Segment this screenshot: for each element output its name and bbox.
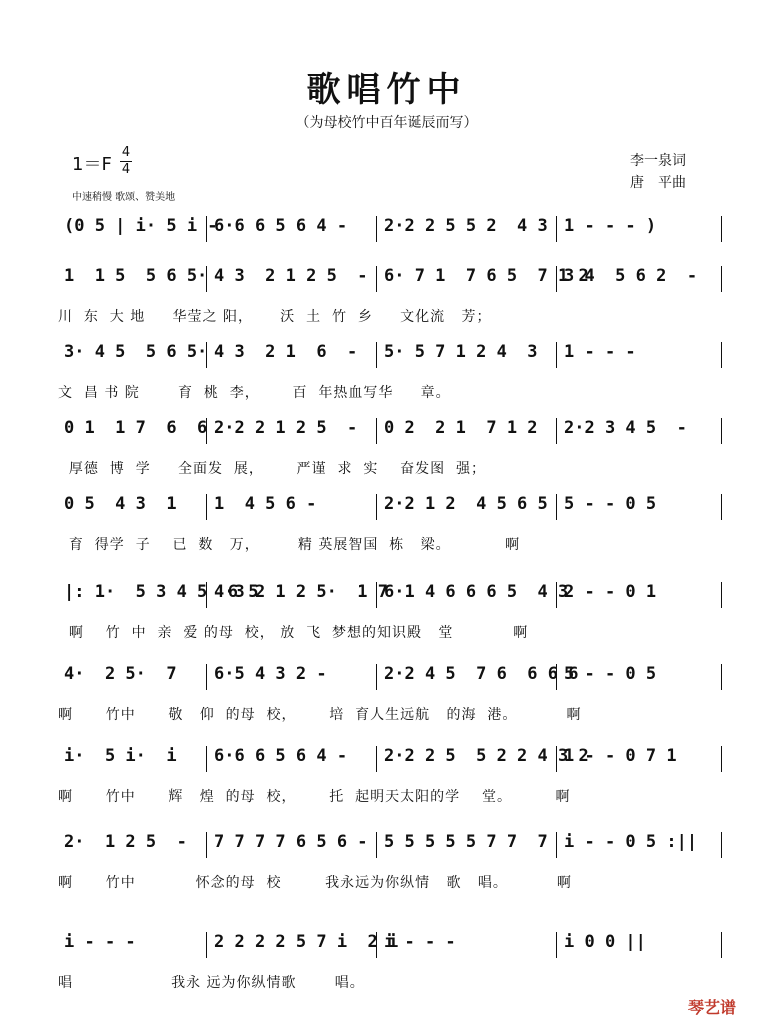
song-subtitle: （为母校竹中百年诞辰而写） [295,115,478,131]
measure: i - - 0 5 :|| [564,832,698,852]
barline [376,832,377,858]
measure: i 0 0 || [564,932,646,952]
score-row [58,212,723,242]
lyrics-line: 啊 竹中 辉 煌 的母 校， 托 起明天太阳的学 堂。 啊 [58,789,571,805]
barline [206,266,207,292]
site-logo: 琴艺谱 [688,998,737,1017]
measure: 6·1 4 6 6 6 5 4 3 [384,582,569,602]
barlines [58,578,723,608]
measure: i - - - [384,932,456,952]
measure: 1 1 5 5 6 5· [64,266,208,286]
measure: 6· 7 1 7 6 5 7 1 2 [384,266,589,286]
barlines [58,742,723,772]
barlines [58,338,723,368]
song-title: 歌唱竹中 [306,70,467,110]
measure: i - - - [64,932,136,952]
measure: 5 5 5 5 5 7 7 7 [384,832,548,852]
barlines [58,262,723,292]
barline [206,342,207,368]
barline [206,932,207,958]
barline [206,832,207,858]
time-signature [120,146,132,177]
lyrics-line: 川 东 大 地 华莹之 阳， 沃 土 竹 乡 文化流 芳； [58,309,492,325]
measure: 1 - - - [564,342,636,362]
measure: |: 1· 5 3 4 5 6 5 [64,582,259,602]
barline [376,746,377,772]
lyrics-line: 啊 竹中 怀念的母 校 我永远为你纵情 歌 唱。 啊 [58,875,572,891]
lyrics-line: 文 昌 书 院 育 桃 李， 百 年热血写华 章。 [58,385,451,401]
lyricist-credit: 李一泉词 [630,153,686,169]
key-signature: 1＝F [72,154,112,175]
composer-credit: 唐 平曲 [630,175,686,191]
barline [206,216,207,242]
barline [721,664,722,690]
barline [376,342,377,368]
barline [721,342,722,368]
measure: 0 1 1 7 6 6 [64,418,208,438]
measure: 2 2 2 2 5 7 i 2 i [214,932,399,952]
measure: 5· 5 7 1 2 4 3 [384,342,538,362]
barline [556,216,557,242]
barline [376,216,377,242]
barlines [58,828,723,858]
barline [721,832,722,858]
barline [556,582,557,608]
measure: 3· 4 5 5 6 5· [64,342,208,362]
barline [376,266,377,292]
time-top: 4 [121,145,131,160]
lyrics-line: 啊 竹 中 亲 爱 的母 校， 放 飞 梦想的知识殿 堂 啊 [58,625,529,641]
measure: 3 4 5 6 2 - [564,266,698,286]
barline [376,932,377,958]
measure: 6·6 6 5 6 4 - [214,746,348,766]
measure: i· 5 i· i [64,746,177,766]
score-row [58,828,723,891]
barline [556,494,557,520]
barline [206,582,207,608]
barline [721,216,722,242]
score-row [58,490,723,553]
measure: 2·2 4 5 7 6 6 6 6 [384,664,579,684]
barline [556,746,557,772]
measure: 0 2 2 1 7 1 2 [384,418,538,438]
barline [556,342,557,368]
barline [206,418,207,444]
measure: 4·3 2 1 2 5· 1 7 [214,582,388,602]
barlines [58,414,723,444]
score-row [58,338,723,401]
barline [376,418,377,444]
measure: 5 - - 0 5 [564,494,657,514]
measure: 6·5 4 3 2 - [214,664,327,684]
measure: 2·2 3 4 5 - [564,418,687,438]
score-row [58,928,723,991]
measure: 5 - - 0 5 [564,664,657,684]
barline [721,582,722,608]
barline [721,932,722,958]
score-row [58,578,723,641]
measure: 6·6 6 5 6 4 - [214,216,348,236]
barline [376,664,377,690]
measure: 1 4 5 6 - [214,494,317,514]
lyrics-line: 啊 竹中 敬 仰 的母 校， 培 育人生远航 的海 港。 啊 [58,707,582,723]
barlines [58,660,723,690]
barline [721,266,722,292]
measure: 2· 1 2 5 - [64,832,187,852]
barline [556,266,557,292]
measure: (0 5 | i· 5 i - [64,216,218,236]
barline [556,932,557,958]
barline [721,418,722,444]
time-bottom: 4 [121,162,131,177]
barline [206,494,207,520]
measure: 4 3 2 1 2 5 - [214,266,368,286]
measure: 7 7 7 7 6 5 6 - [214,832,368,852]
lyrics-line: 厚德 博 学 全面发 展， 严谨 求 实 奋发图 强； [58,461,487,477]
measure: 2·2 2 5 5 2 2 4 3 2 [384,746,589,766]
tempo-marking: 中速稍慢 歌颂、赞美地 [72,192,176,203]
measure: 2 - - 0 1 [564,582,657,602]
measure: 2·2 2 1 2 5 - [214,418,358,438]
barline [556,832,557,858]
measure: 2·2 1 2 4 5 6 5 [384,494,548,514]
measure: 4· 2 5· 7 [64,664,177,684]
barlines [58,928,723,958]
barlines [58,212,723,242]
barline [721,494,722,520]
lyrics-line: 唱 我永 远为你纵情歌 唱。 [58,975,365,991]
measure: 0 5 4 3 1 [64,494,177,514]
barline [556,418,557,444]
barline [556,664,557,690]
barline [376,494,377,520]
barline [206,664,207,690]
measure: 4 3 2 1 6 - [214,342,358,362]
score-row [58,660,723,723]
score-row [58,262,723,325]
score-row [58,742,723,805]
measure: 2·2 2 5 5 2 4 3 [384,216,548,236]
barline [206,746,207,772]
lyrics-line: 育 得学 子 已 数 万， 精 英展智国 栋 梁。 啊 [58,537,521,553]
barline [376,582,377,608]
measure: 1 - - 0 7 1 [564,746,677,766]
score-row [58,414,723,477]
barlines [58,490,723,520]
barline [721,746,722,772]
measure: 1 - - - ) [564,216,657,236]
